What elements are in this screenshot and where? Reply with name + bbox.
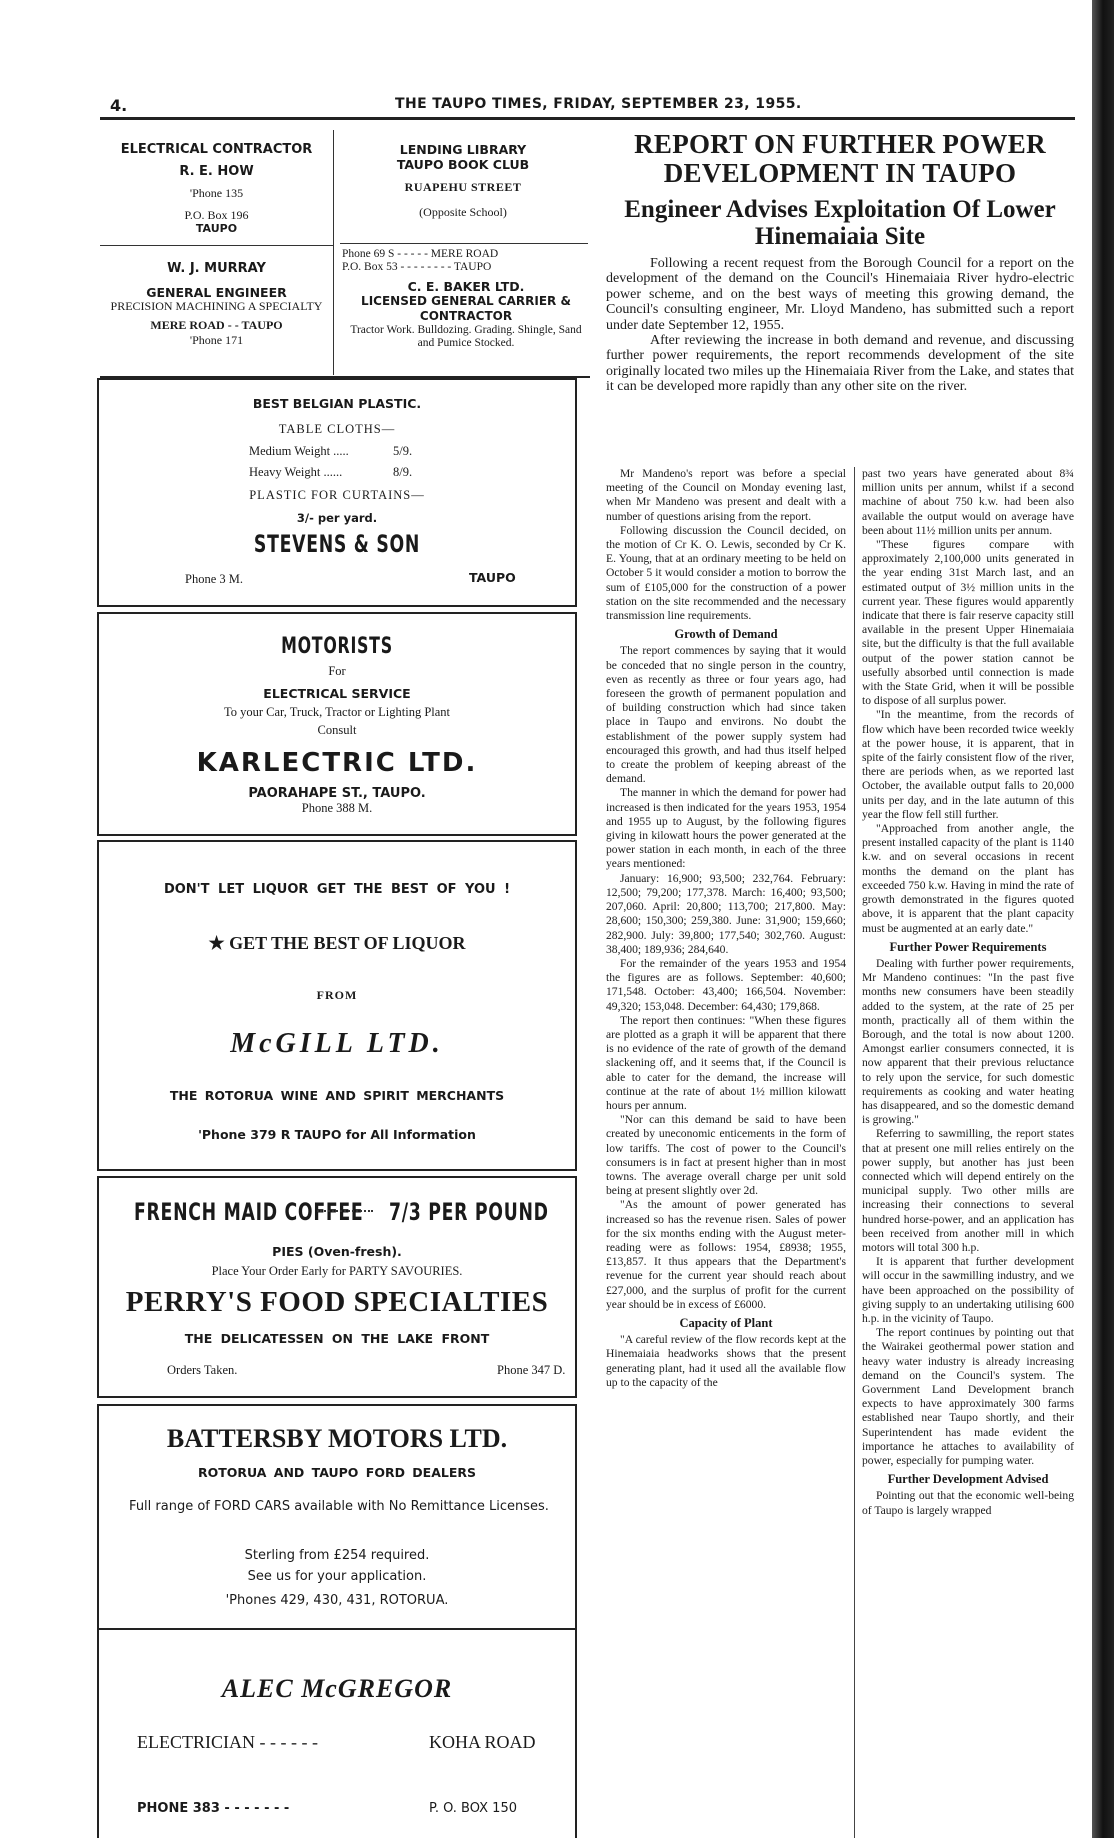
stevens-logo-text: STEVENS & SON <box>253 530 421 558</box>
perrys-logo-text: PERRY'S FOOD SPECIALTIES <box>125 1286 549 1318</box>
ad-mcgregor: ALEC McGREGOR ELECTRICIAN - - - - - - KOHA ROAD PHONE 383 - - - - - - - P. O. BOX 150 <box>97 1630 577 1838</box>
ad-stevens-son: BEST BELGIAN PLASTIC. TABLE CLOTHS— Medium Weight ..... 5/9. Heavy Weight ...... 8/9. PLASTIC FOR CURTAINS— 3/- per yard. STEVENS & SON Phone 3 M. TAUPO <box>97 378 577 607</box>
ad-battersby: BATTERSBY MOTORS LTD. ROTORUA AND TAUPO FORD DEALERS Full range of FORD CARS available with No Remittance Licenses. Sterling from £254 required. See us for your application. 'Phones 429, 430, 431, ROTORUA. <box>97 1404 577 1630</box>
ad-murray: W. J. MURRAY GENERAL ENGINEER PRECISION MACHINING A SPECIALTY MERE ROAD - - TAUPO 'Phone 171 <box>110 261 323 347</box>
subheadline: Engineer Advises Exploitation Of Lower Hinemaiaia Site <box>624 196 1056 250</box>
ad-mcgill: DON'T LET LIQUOR GET THE BEST OF YOU ! ★ GET THE BEST OF LIQUOR FROM McGILL LTD. THE ROTORUA WINE AND SPIRIT MERCHANTS 'Phone 379 R TAUPO for All Information <box>97 840 577 1171</box>
newspaper-title: THE TAUPO TIMES, FRIDAY, SEPTEMBER 23, 1955. <box>395 96 802 112</box>
scan-edge-shadow <box>1092 0 1114 1838</box>
ad-library: LENDING LIBRARY TAUPO BOOK CLUB RUAPEHU STREET (Opposite School) <box>396 142 530 219</box>
article-column-2: past two years have generated about 8¾ million units per annum, whilst if a second machine of about 750 k.w. had been also available the output would on average have been about 11½ million units per annum. "These figures compare with approximately 2,100,000 units generated in the year ending 31st March last, and an estimated output of 3½ million units in the current year. These figures would apparently indicate that there is fair reserve capacity still available in the present Upper Hinemaiaia site, but the difficulty is that the full available output of the power station cannot be usefully absorbed until connection is made with the State Grid, when it will be possible to dispose of all surplus power. "In the meantime, from the records of flow which have been recorded twice weekly at the power house, it is apparent, that in spite of the fairly consistent flow of the river, there are periods when, as we reported last October, the available output falls to 20,000 units per day, and in the late autumn of this year the flow fell still further. "Approached from another angle, the present installed capacity of the plant is 1140 k.w. and on several occasions in recent months the demand on the plant has exceeded 750 k.w. Having in mind the rate of growth demonstrated in the figures quoted above, it is apparent that the plant capacity must be augmented at an early date." Further Power Requirements Dealing with further power requirements, Mr Mandeno continues: "In the past five months new consumers have been steadily added to the system, at the rate of 25 per month, practically all of them within the Borough, and the total is now about 1200. Amongst earlier consumers connected, it is now apparent that their previous reluctance to rely upon the service, for such domestic requirements as cooking and water heating has disappeared, and so the domestic demand is growing." Referring to sawmilling, the report states that at present one mill relies entirely on the power supply, but another has just been connected which will depend entirely on the municipal supply. Two other mills are increasing their connections to several hundred horse-power, and an application has been received from another mill in which motors will total 300 h.p. It is apparent that further development will occur in the sawmilling industry, and we have been approached on the possibility of giving supply to an undertaking utilising 600 h.p. in the vicinity of Taupo. The report continues by pointing out that the Wairakei geothermal power station and heavy water industry is already increasing demand on the Council's system. The Government Land Development branch expects to have approximately 300 farms established near Taupo shortly, and their Superintendent has made evident the importance he attaches to availability of power, especially for pumping water. Further Development Advised Pointing out that the economic well-being of Taupo is largely wrapped <box>862 467 1074 1517</box>
headline: REPORT ON FURTHER POWER DEVELOPMENT IN TAUPO <box>634 129 1046 188</box>
subhead-development: Further Development Advised <box>887 1472 1049 1487</box>
ad-perrys: FRENCH MAID COFFEE 7/3 PER POUND PIES (Oven-fresh). Place Your Order Early for PARTY SAVOURIES. PERRY'S FOOD SPECIALTIES THE DELICATESSEN ON THE LAKE FRONT Orders Taken. Phone 347 D. <box>97 1176 577 1398</box>
masthead <box>110 96 1075 116</box>
article-header <box>606 130 1074 395</box>
ad-baker: Phone 69 S - - - - - MERE ROAD P.O. Box 53 - - - - - - - - TAUPO C. E. BAKER LTD. LICENSED GENERAL CARRIER & CONTRACTOR Tractor Work. Bulldozing. Grading. Shingle, Sand and Pumice Stocked. <box>342 248 582 349</box>
subhead-requirements: Further Power Requirements <box>889 939 1047 954</box>
ad-karlectric: MOTORISTS For ELECTRICAL SERVICE To your Car, Truck, Tractor or Lighting Plant Consult KARLECTRIC LTD. PAORAHAPE ST., TAUPO. Phone 388 M. <box>97 612 577 836</box>
subhead-capacity: Capacity of Plant <box>679 1315 773 1330</box>
ad-how: ELECTRICAL CONTRACTOR R. E. HOW 'Phone 135 P.O. Box 196 TAUPO <box>120 142 313 235</box>
karlectric-logo-text: KARLECTRIC LTD. <box>196 748 478 778</box>
article-lede: Following a recent request from the Borough Council for a report on the development of the demand on the Council's Hinemaiaia River hydro-electric power scheme, and on the best ways of meeting this growing demand, the Council's consulting engineer, Mr. Lloyd Mandeno, has submitted such a report under date September 12, 1955. After reviewing the increase in both demand and revenue, and discussing further power requirements, the report recommends development of the site originally located two miles up the Hinemaiaia River from the Lake, and states that it can be developed more rapidly than any other site on the river. <box>606 256 1074 395</box>
top-ads-block <box>100 130 590 375</box>
battersby-logo-text: BATTERSBY MOTORS LTD. <box>166 1424 508 1453</box>
mcgill-logo-text: McGILL LTD. <box>230 1028 444 1059</box>
article-column-1: Mr Mandeno's report was before a special meeting of the Council on Monday evening last, when Mr Mandeno was present and dealt with a number of questions arising from the report. Following discussion the Council decided, on the motion of Cr K. O. Lewis, seconded by Cr K. E. Young, that at an ordinary meeting to be held on October 5 it would consider a motion to borrow the sum of £105,000 for the construction of a power station on the site recommended and the necessary transmission line requirements. Growth of Demand The report commences by saying that it would be conceded that no single person in the country, even as recently as three or four years ago, had foreseen the growth of permanent population and of building construction which had since taken place in Taupo and environs. No doubt the establishment of the power supply system had encouraged this growth, and had thus itself helped to create the problem of keeping abreast of the demand. The manner in which the demand for power had increased is then indicated for the years 1953, 1954 and 1955 up to August, by the following figures giving in kilowatt hours the power generated at the power station in each month, in each of the three years mentioned: January: 16,900; 93,500; 232,764. February: 12,500; 79,200; 177,378. March: 16,400; 93,500; 207,060. April: 20,800; 113,700; 217,800. May: 28,600; 150,300; 259,380. June: 31,900; 159,660; 282,900. July: 39,800; 177,540; 302,760. August: 38,400; 189,936; 284,640. For the remainder of the years 1953 and 1954 the figures are as follows. September: 40,600; 171,548. October: 43,400; 166,504. November: 49,320; 153,048. December: 64,430; 179,868. The report then continues: "When these figures are plotted as a graph it will be apparent that there is no evidence of the rate of growth of the demand slackening off, and it seems that, if the Council is able to cater for the demand, the increase will continue at the rate of about 1½ million kilowatt hours per annum. "Nor can this demand be said to have been created by uneconomic enticements in the form of low tariffs. The cost of power to the Council's consumers is in fact at present higher than in most towns. The average overall charge per unit sold being at present slightly over 2d. "As the amount of power generated has increased so has the revenue risen. Sales of power for the six months ending with the August meter-reading were as follows: 1954, £8938; 1955, £13,857. It thus appears that the Department's revenue for the current year should reach about £27,000, and the surplus of profit for the current year should be in excess of £6000. Capacity of Plant "A careful review of the flow records kept at the Hinemaiaia headworks shows that the present generating plant, had it used all the available flow up to the capacity of the <box>606 467 846 1389</box>
subhead-growth: Growth of Demand <box>674 627 778 642</box>
mcgregor-logo-text: ALEC McGREGOR <box>221 1674 453 1703</box>
masthead-rule <box>100 117 1075 120</box>
article-body <box>606 467 1074 1838</box>
page-number: 4. <box>110 96 128 115</box>
